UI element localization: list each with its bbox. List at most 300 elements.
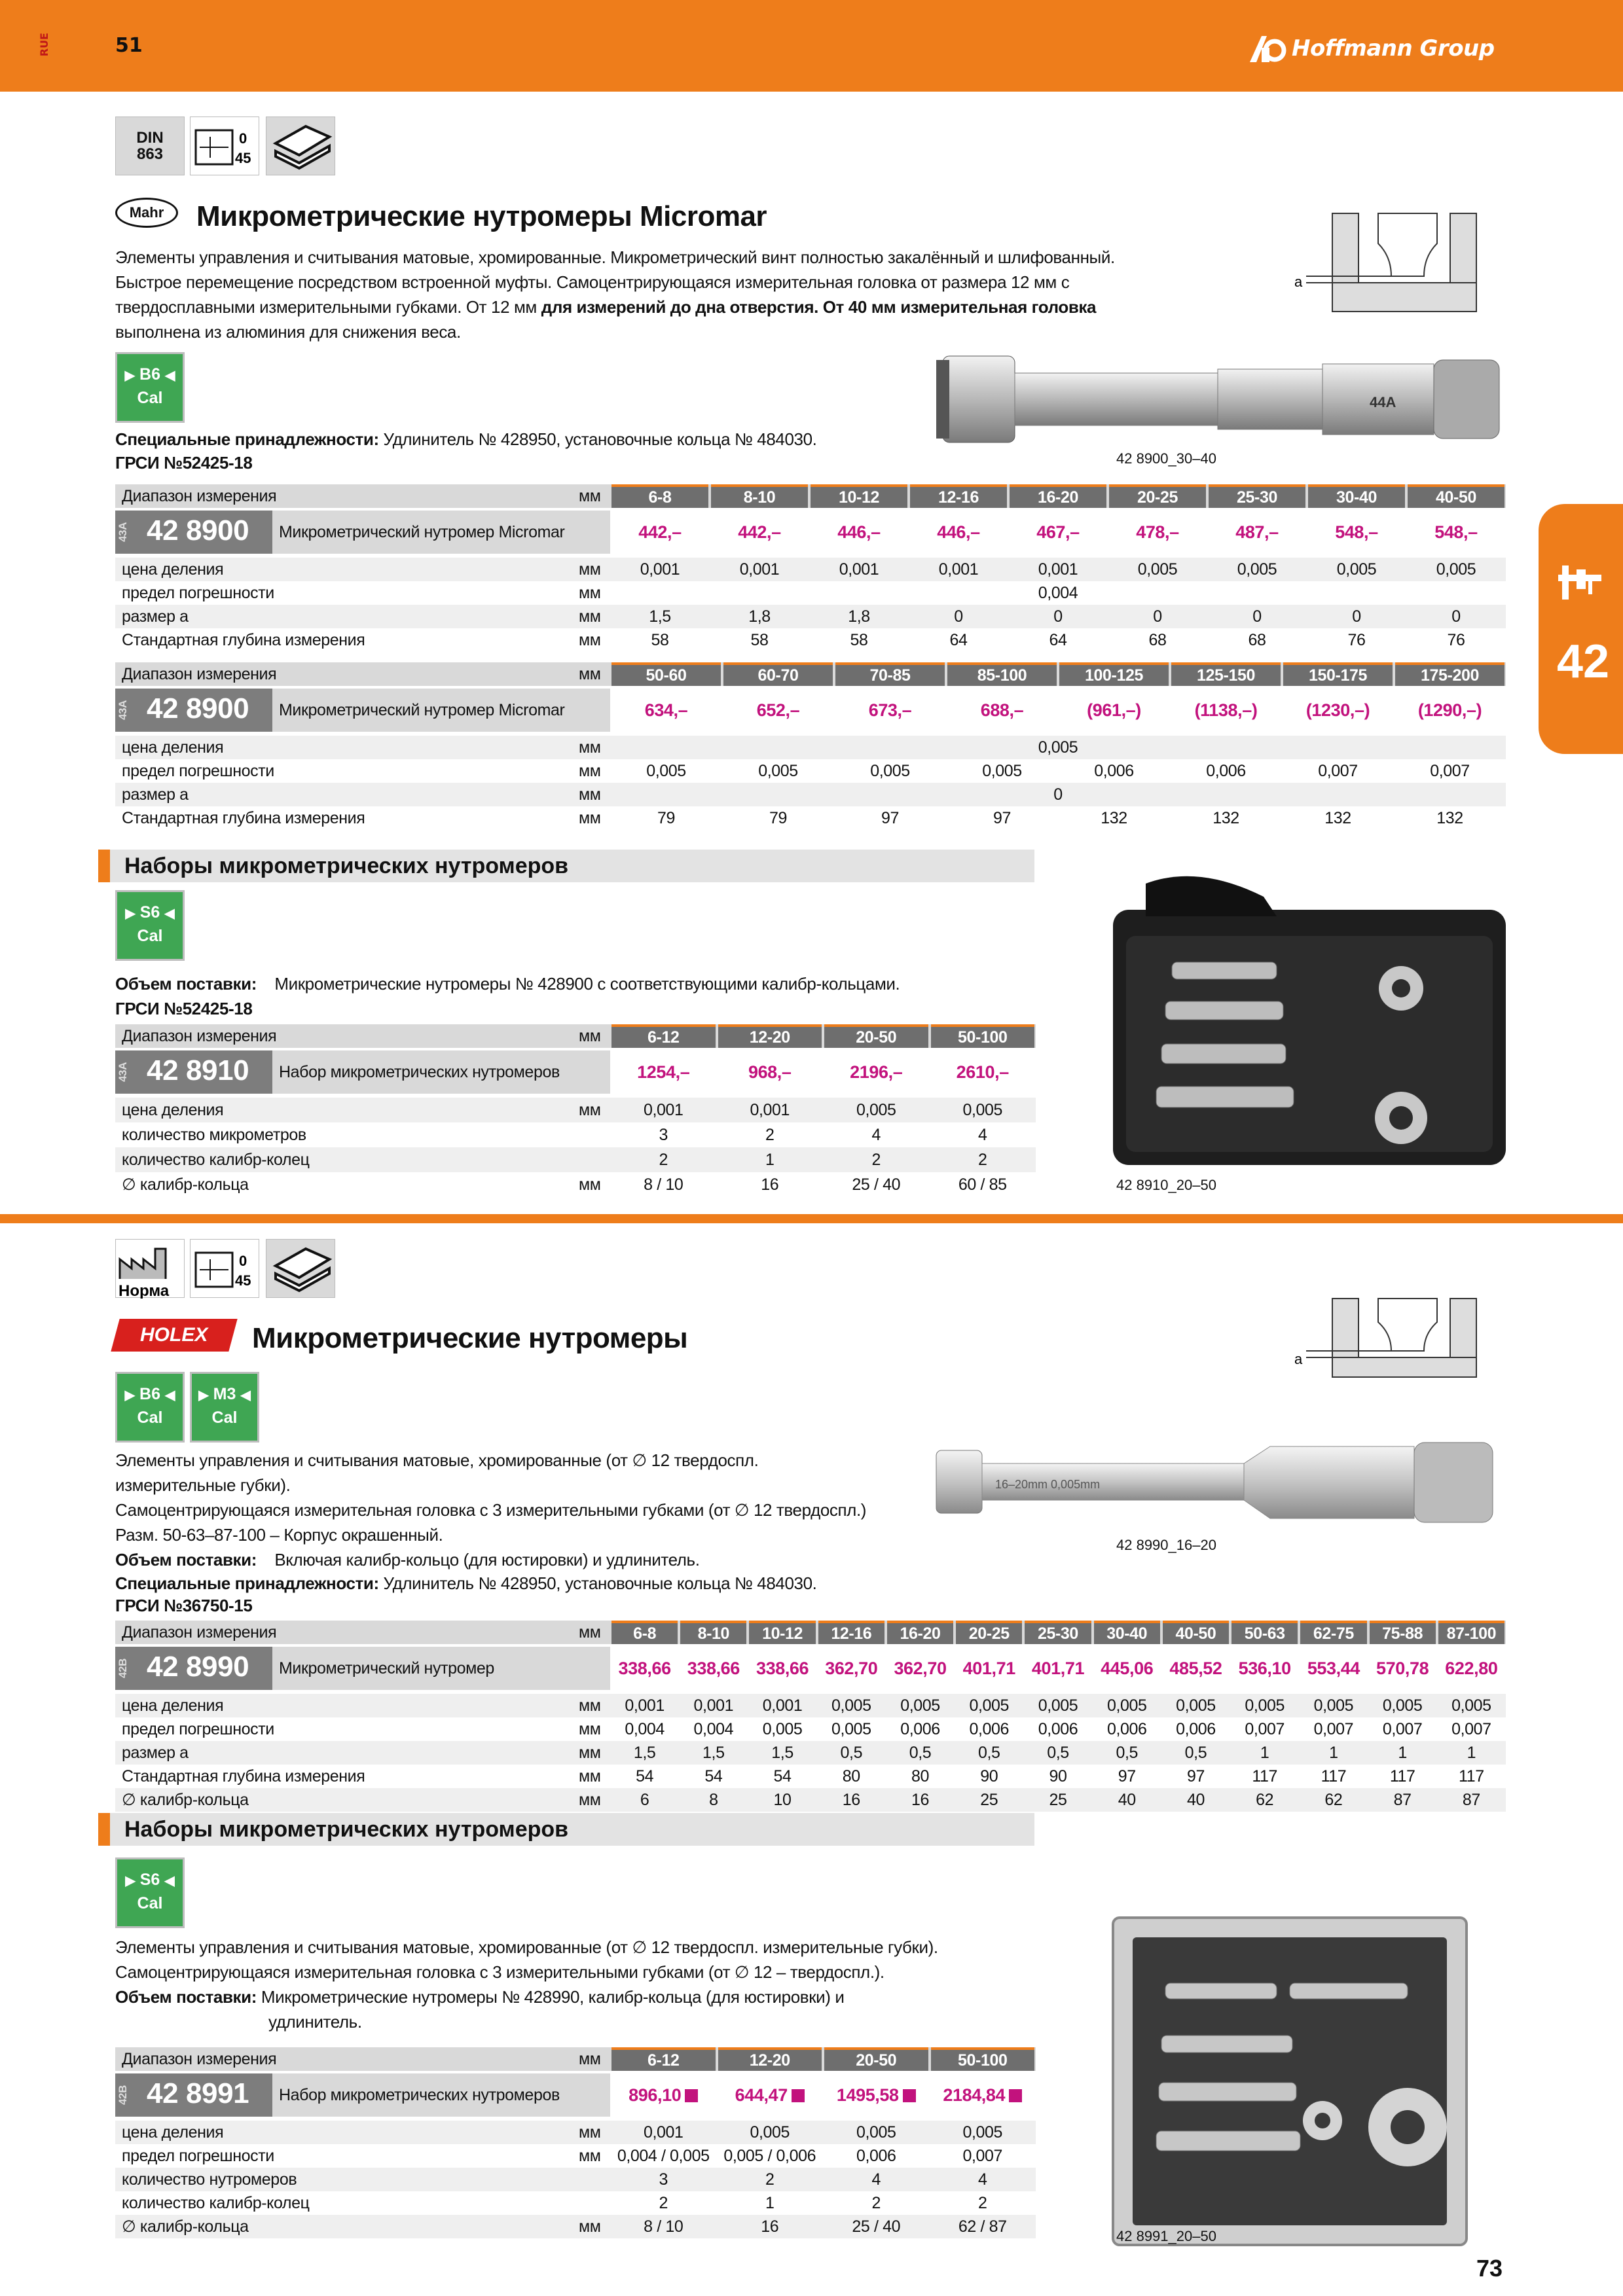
instrument-case-image <box>1106 1911 1473 2251</box>
price-cell[interactable] <box>817 1647 886 1690</box>
spec-value: 16 <box>761 2217 779 2236</box>
din-number: 863 <box>136 145 164 163</box>
spec-row <box>115 1694 1506 1717</box>
spec-value: 80 <box>842 1767 860 1785</box>
price-value: 362,70 <box>825 1659 878 1678</box>
spec-unit: мм <box>579 631 601 649</box>
price-cell[interactable] <box>930 1050 1036 1094</box>
price-value: 485,52 <box>1169 1659 1222 1678</box>
price-group-tag: 43A <box>117 1062 129 1082</box>
range-header: 70-85 <box>835 662 945 686</box>
price-cell[interactable] <box>610 2073 717 2117</box>
spec-value: 0,005 <box>646 762 686 780</box>
spec-value: 0,5 <box>840 1744 863 1762</box>
product-row[interactable] <box>115 1647 1506 1690</box>
caliper-icon <box>1557 563 1603 602</box>
price-value: 442,– <box>738 522 781 542</box>
range-header: 20-50 <box>824 2047 928 2071</box>
price-cell[interactable] <box>946 689 1058 732</box>
range-header: 30-40 <box>1308 484 1405 508</box>
range-header: 12-20 <box>718 1024 822 1048</box>
spec-value: 2 <box>659 1151 668 1169</box>
case-icon <box>266 1239 335 1298</box>
spec-value: 0,006 <box>856 2147 896 2165</box>
price-value: 688,– <box>980 700 1024 720</box>
spec-value: 68 <box>1148 631 1167 649</box>
spec-label: количество нутромеров <box>122 2170 297 2189</box>
spec-unit: мм <box>579 1720 601 1738</box>
svg-text:45: 45 <box>235 150 251 166</box>
spec-value: 0,006 <box>1106 1720 1147 1738</box>
price-cell[interactable] <box>610 1050 717 1094</box>
price-cell[interactable] <box>1437 1647 1506 1690</box>
spec-unit: мм <box>579 1101 601 1119</box>
range-header: 125-150 <box>1171 662 1281 686</box>
warranty-badge-s6: ▶ S6 ◀ Cal <box>115 1857 185 1928</box>
spec-label: количество микрометров <box>122 1126 306 1144</box>
spec-label: размер a <box>122 1744 189 1762</box>
spec-unit: мм <box>579 1791 601 1809</box>
spec-value: 1,5 <box>702 1744 725 1762</box>
spec-unit: мм <box>579 1696 601 1715</box>
range-header: 60-70 <box>723 662 833 686</box>
spec-value: 1,8 <box>848 607 870 626</box>
spec-value: 62 <box>1324 1791 1343 1809</box>
spec-value: 0,005 <box>870 762 910 780</box>
price-cell[interactable] <box>823 2073 930 2117</box>
instrument-case-image <box>1106 870 1512 1172</box>
spec-unit: мм <box>579 738 601 757</box>
price-cell[interactable] <box>930 2073 1036 2117</box>
price-value: (961,–) <box>1087 700 1141 720</box>
unit-label: мм <box>579 665 601 683</box>
range-header: 16-20 <box>887 1621 953 1644</box>
spec-table-428900-b <box>115 662 1506 835</box>
range-header: 62-75 <box>1300 1621 1366 1644</box>
table-header-row <box>115 484 1506 508</box>
spec-value: 0 <box>1153 607 1162 626</box>
table-header-row <box>115 2047 1036 2071</box>
spec-value: 4 <box>871 1126 881 1144</box>
spec-table-428910 <box>115 1024 1036 1201</box>
price-cell[interactable] <box>1368 1647 1437 1690</box>
brand-name: Hoffmann Group <box>1292 35 1495 62</box>
spec-value: 0,005 <box>1451 1696 1491 1715</box>
svg-text:a: a <box>1294 1351 1303 1367</box>
spec-label: цена деления <box>122 1101 224 1119</box>
product-name: Микрометрический нутромер Micromar <box>272 689 610 732</box>
price-cell[interactable] <box>610 511 710 554</box>
spec-value: 0,001 <box>839 560 879 579</box>
product-name: Микрометрический нутромер Micromar <box>272 511 610 554</box>
spec-value: 0,006 <box>1206 762 1246 780</box>
spec-value: 0,007 <box>962 2147 1003 2165</box>
warranty-badge-b6: ▶ B6 ◀ Cal <box>115 352 185 423</box>
price-cell[interactable] <box>955 1647 1023 1690</box>
spec-value: 2 <box>765 2170 775 2189</box>
price-cell[interactable] <box>717 2073 824 2117</box>
range-header: 50-60 <box>611 662 721 686</box>
article-number: 42 8900 <box>147 692 249 725</box>
price-cell[interactable] <box>1207 511 1307 554</box>
spec-value: 0,005 <box>1313 1696 1354 1715</box>
din-standard-icon <box>115 117 185 175</box>
technical-drawing <box>1293 1296 1503 1381</box>
spec-value: 0,005 <box>1336 560 1377 579</box>
price-cell[interactable] <box>1230 1647 1299 1690</box>
spec-label: Стандартная глубина измерения <box>122 809 365 827</box>
product-description: Элементы управления и считывания матовые, хромированные. Микрометрический винт полностью закалённый и шлифованный. Быстрое перемещение посредством встроенной муфты. Самоцентрирующаяся измерительная головка от размера 12 мм с твердосплавными измерительными губками. От 12 мм для измерений до дна отверстия. От 40 мм измерительная головка выполнена из алюминия для снижения веса. <box>115 247 1115 342</box>
spec-value: 10 <box>773 1791 792 1809</box>
spec-value: 25 / 40 <box>852 2217 901 2236</box>
spec-value: 0,001 <box>693 1696 734 1715</box>
spec-value: 8 / 10 <box>644 1175 684 1194</box>
spec-value: 0,007 <box>1451 1720 1491 1738</box>
section-divider <box>0 1214 1623 1223</box>
spec-table-428990 <box>115 1621 1506 1817</box>
spec-label: ∅ калибр-кольца <box>122 2217 249 2236</box>
range-header: 25-30 <box>1209 484 1305 508</box>
spec-value: 0,001 <box>1038 560 1078 579</box>
spec-label: размер a <box>122 607 189 626</box>
svg-text:16–20mm 0,005mm: 16–20mm 0,005mm <box>995 1478 1101 1491</box>
product-row[interactable] <box>115 511 1506 554</box>
spec-value: 0,5 <box>1047 1744 1069 1762</box>
chapter-number: 42 <box>1556 636 1610 688</box>
case-icon <box>266 117 335 175</box>
spec-label: предел погрешности <box>122 1720 274 1738</box>
spec-value: 0,005 <box>831 1696 871 1715</box>
price-cell[interactable] <box>909 511 1008 554</box>
price-cell[interactable] <box>809 511 909 554</box>
price-value: 2196,– <box>850 1062 903 1082</box>
spec-row <box>115 783 1506 806</box>
spec-row <box>115 1122 1036 1147</box>
price-cell[interactable] <box>1008 511 1108 554</box>
spec-value: 0,005 <box>1237 560 1277 579</box>
spec-value: 0,007 <box>1430 762 1470 780</box>
net-price-marker-icon <box>792 2089 805 2102</box>
spec-value: 0 <box>1352 607 1361 626</box>
unit-label: мм <box>579 487 601 505</box>
article-number-box <box>115 1050 272 1094</box>
range-header: 40-50 <box>1163 1621 1229 1644</box>
spec-label: цена деления <box>122 2123 224 2142</box>
price-value: 652,– <box>756 700 800 720</box>
spec-value: 79 <box>657 809 675 827</box>
price-value: 487,– <box>1235 522 1279 542</box>
price-value: 446,– <box>837 522 881 542</box>
price-cell[interactable] <box>717 1050 824 1094</box>
net-price-marker-icon <box>685 2089 698 2102</box>
spec-value: 54 <box>773 1767 792 1785</box>
spec-value: 1,5 <box>771 1744 793 1762</box>
spec-value: 0 <box>1252 607 1262 626</box>
spec-label: Стандартная глубина измерения <box>122 1767 365 1785</box>
spec-value: 87 <box>1462 1791 1480 1809</box>
warranty-badge-b6: ▶ B6 ◀ Cal <box>115 1372 185 1443</box>
article-number-box <box>115 511 272 554</box>
price-cell[interactable] <box>1161 1647 1230 1690</box>
measuring-range-icon <box>190 1239 259 1298</box>
spec-value: 40 <box>1118 1791 1136 1809</box>
spec-label: количество калибр-колец <box>122 1151 310 1169</box>
spec-value: 0,001 <box>750 1101 790 1119</box>
spec-value: 4 <box>977 1126 987 1144</box>
spec-value: 54 <box>704 1767 723 1785</box>
price-value: 467,– <box>1036 522 1080 542</box>
net-price-marker-icon <box>903 2089 916 2102</box>
svg-text:44A: 44A <box>1370 394 1396 410</box>
product-name: Микрометрический нутромер <box>272 1647 610 1690</box>
spec-value: 2 <box>765 1126 775 1144</box>
spec-value: 0,004 / 0,005 <box>617 2147 710 2165</box>
article-number: 42 8990 <box>147 1651 249 1683</box>
spec-row <box>115 759 1506 783</box>
spec-value: 117 <box>1389 1767 1415 1785</box>
spec-row <box>115 2121 1036 2144</box>
price-group-tag: 43A <box>117 700 129 720</box>
spec-value: 8 / 10 <box>644 2217 684 2236</box>
product-row[interactable] <box>115 2073 1036 2117</box>
spec-value: 0,5 <box>909 1744 932 1762</box>
spec-value: 6 <box>640 1791 649 1809</box>
price-value: 548,– <box>1434 522 1478 542</box>
spec-value: 2 <box>871 1151 881 1169</box>
article-number-box <box>115 1647 272 1690</box>
spec-row <box>115 1788 1506 1812</box>
price-value: 1495,58 <box>836 2085 899 2105</box>
price-cell[interactable] <box>834 689 946 732</box>
spec-value: 0,005 <box>900 1696 940 1715</box>
price-cell[interactable] <box>1058 689 1170 732</box>
range-header: 50-100 <box>931 2047 1035 2071</box>
spec-row <box>115 2168 1036 2191</box>
price-cell[interactable] <box>710 511 809 554</box>
image-caption: 42 8900_30–40 <box>1116 450 1216 467</box>
spec-value: 0,005 <box>1382 1696 1423 1715</box>
micrometer-image <box>930 1433 1506 1532</box>
unit-label: мм <box>579 1027 601 1045</box>
price-cell[interactable] <box>1406 511 1506 554</box>
spec-value: 0,005 <box>1038 738 1078 757</box>
range-header: 30-40 <box>1094 1621 1160 1644</box>
spec-value: 97 <box>993 809 1011 827</box>
price-value: 401,71 <box>1031 1659 1085 1678</box>
price-cell[interactable] <box>1394 689 1506 732</box>
range-label: Диапазон измерения <box>122 2050 277 2068</box>
range-header: 8-10 <box>711 484 808 508</box>
spec-unit: мм <box>579 785 601 804</box>
range-header: 40-50 <box>1408 484 1504 508</box>
spec-value: 0,001 <box>640 560 680 579</box>
spec-label: Стандартная глубина измерения <box>122 631 365 649</box>
spec-value: 0,005 <box>1106 1696 1147 1715</box>
range-label: Диапазон измерения <box>122 1623 277 1641</box>
spec-value: 1 <box>765 2194 775 2212</box>
price-cell[interactable] <box>1170 689 1282 732</box>
price-cell[interactable] <box>1307 511 1406 554</box>
price-cell[interactable] <box>823 1050 930 1094</box>
spec-value: 1,5 <box>633 1744 656 1762</box>
spec-value: 0,007 <box>1313 1720 1354 1738</box>
spec-value: 0,001 <box>625 1696 665 1715</box>
page-number-left: 51 <box>115 34 143 57</box>
spec-value: 0,005 <box>1245 1696 1285 1715</box>
chapter-tab[interactable] <box>1539 504 1623 754</box>
image-caption: 42 8990_16–20 <box>1116 1537 1216 1553</box>
price-value: 446,– <box>937 522 980 542</box>
price-cell[interactable] <box>610 689 722 732</box>
price-group-tag: 42B <box>117 2085 129 2105</box>
spec-value: 0,005 <box>962 2123 1003 2142</box>
price-cell[interactable] <box>1299 1647 1368 1690</box>
price-cell[interactable] <box>748 1647 816 1690</box>
page-number-right: 73 <box>1476 2255 1503 2282</box>
price-value: 634,– <box>644 700 688 720</box>
spec-value: 76 <box>1347 631 1366 649</box>
article-number: 42 8900 <box>147 514 249 547</box>
spec-label: количество калибр-колец <box>122 2194 310 2212</box>
spec-value: 97 <box>1186 1767 1205 1785</box>
hoffmann-logo[interactable] <box>1247 29 1495 68</box>
price-cell[interactable] <box>722 689 834 732</box>
grsi-number: ГРСИ №52425-18 <box>115 999 253 1018</box>
spec-value: 16 <box>842 1791 860 1809</box>
spec-value: 97 <box>881 809 899 827</box>
spec-row <box>115 1741 1506 1765</box>
spec-value: 0,5 <box>1184 1744 1207 1762</box>
spec-value: 0 <box>1053 607 1063 626</box>
spec-value: 64 <box>1049 631 1067 649</box>
spec-value: 0,006 <box>1176 1720 1216 1738</box>
price-cell[interactable] <box>1093 1647 1161 1690</box>
price-cell[interactable] <box>1108 511 1207 554</box>
range-label: Диапазон измерения <box>122 1027 277 1045</box>
spec-value: 2 <box>871 2194 881 2212</box>
spec-value: 0 <box>1451 607 1461 626</box>
spec-value: 80 <box>911 1767 930 1785</box>
spec-value: 0,001 <box>938 560 979 579</box>
spec-row <box>115 806 1506 830</box>
price-cell[interactable] <box>886 1647 955 1690</box>
range-header: 20-25 <box>1109 484 1206 508</box>
spec-label: ∅ калибр-кольца <box>122 1791 249 1809</box>
spec-value: 1,8 <box>748 607 771 626</box>
spec-row <box>115 605 1506 628</box>
spec-unit: мм <box>579 607 601 626</box>
range-header: 12-16 <box>910 484 1007 508</box>
range-header: 20-50 <box>824 1024 928 1048</box>
product-name: Набор микрометрических нутромеров <box>272 2073 610 2117</box>
spec-value: 4 <box>871 2170 881 2189</box>
range-header: 50-100 <box>931 1024 1035 1048</box>
price-value: 553,44 <box>1307 1659 1360 1678</box>
spec-label: предел погрешности <box>122 2147 274 2165</box>
spec-value: 1 <box>1260 1744 1269 1762</box>
price-cell[interactable] <box>610 1647 679 1690</box>
range-label: Диапазон измерения <box>122 487 277 505</box>
spec-label: цена деления <box>122 738 224 757</box>
spec-value: 0,005 <box>969 1696 1010 1715</box>
product-row[interactable] <box>115 1050 1036 1094</box>
article-number-box <box>115 689 272 732</box>
spec-value: 0,005 <box>1038 1696 1078 1715</box>
spec-value: 132 <box>1101 809 1127 827</box>
spec-value: 0,005 <box>962 1101 1003 1119</box>
spec-row <box>115 2191 1036 2215</box>
range-header: 25-30 <box>1025 1621 1091 1644</box>
article-number: 42 8910 <box>147 1054 249 1086</box>
spec-label: предел погрешности <box>122 762 274 780</box>
range-header: 150-175 <box>1283 662 1393 686</box>
accessories-line: Специальные принадлежности: Удлинитель № 428950, установочные кольца № 484030. <box>115 1573 817 1593</box>
spec-value: 25 <box>1049 1791 1067 1809</box>
price-value: (1290,–) <box>1417 700 1482 720</box>
spec-value: 3 <box>659 1126 668 1144</box>
range-header: 16-20 <box>1010 484 1106 508</box>
language-code: RUE <box>38 33 50 57</box>
spec-value: 68 <box>1248 631 1266 649</box>
spec-value: 0,004 <box>625 1720 665 1738</box>
svg-text:45: 45 <box>235 1272 251 1289</box>
warranty-badge-m3: ▶ M3 ◀ Cal <box>190 1372 259 1443</box>
product-name: Набор микрометрических нутромеров <box>272 1050 610 1094</box>
product-row[interactable] <box>115 689 1506 732</box>
spec-row <box>115 1147 1036 1172</box>
micrometer-image <box>930 347 1506 452</box>
net-price-marker-icon <box>1009 2089 1022 2102</box>
section-title: Микрометрические нутромеры <box>252 1322 688 1354</box>
spec-value: 0,5 <box>1116 1744 1138 1762</box>
price-cell[interactable] <box>679 1647 748 1690</box>
spec-row <box>115 736 1506 759</box>
spec-value: 2 <box>977 1151 987 1169</box>
spec-value: 0,007 <box>1318 762 1358 780</box>
spec-row <box>115 628 1506 652</box>
range-header: 87-100 <box>1438 1621 1504 1644</box>
spec-unit: мм <box>579 809 601 827</box>
range-header: 85-100 <box>947 662 1057 686</box>
spec-value: 58 <box>750 631 769 649</box>
table-header-row <box>115 1024 1036 1048</box>
supply-line: Объем поставки: Микрометрические нутромеры № 428900 с соответствующими калибр-кольцами. <box>115 974 900 994</box>
norm-standard-icon <box>115 1239 185 1298</box>
price-value: 622,80 <box>1445 1659 1498 1678</box>
spec-value: 0,006 <box>1094 762 1134 780</box>
spec-value: 97 <box>1118 1767 1136 1785</box>
spec-value: 79 <box>769 809 787 827</box>
svg-text:0: 0 <box>239 1253 247 1269</box>
spec-value: 0 <box>954 607 963 626</box>
range-label: Диапазон измерения <box>122 665 277 683</box>
spec-value: 62 <box>1256 1791 1274 1809</box>
price-cell[interactable] <box>1282 689 1394 732</box>
spec-value: 0,006 <box>969 1720 1010 1738</box>
spec-value: 117 <box>1459 1767 1484 1785</box>
spec-value: 0,007 <box>1382 1720 1423 1738</box>
price-value: 338,66 <box>687 1659 740 1678</box>
spec-unit: мм <box>579 2147 601 2165</box>
spec-value: 0,005 <box>856 1101 896 1119</box>
price-value: (1230,–) <box>1305 700 1370 720</box>
spec-value: 0,005 <box>1436 560 1476 579</box>
spec-value: 0,006 <box>900 1720 940 1738</box>
range-header: 50-63 <box>1231 1621 1298 1644</box>
spec-value: 0,005 <box>762 1720 803 1738</box>
svg-text:Норма: Норма <box>119 1282 170 1299</box>
price-cell[interactable] <box>1023 1647 1092 1690</box>
